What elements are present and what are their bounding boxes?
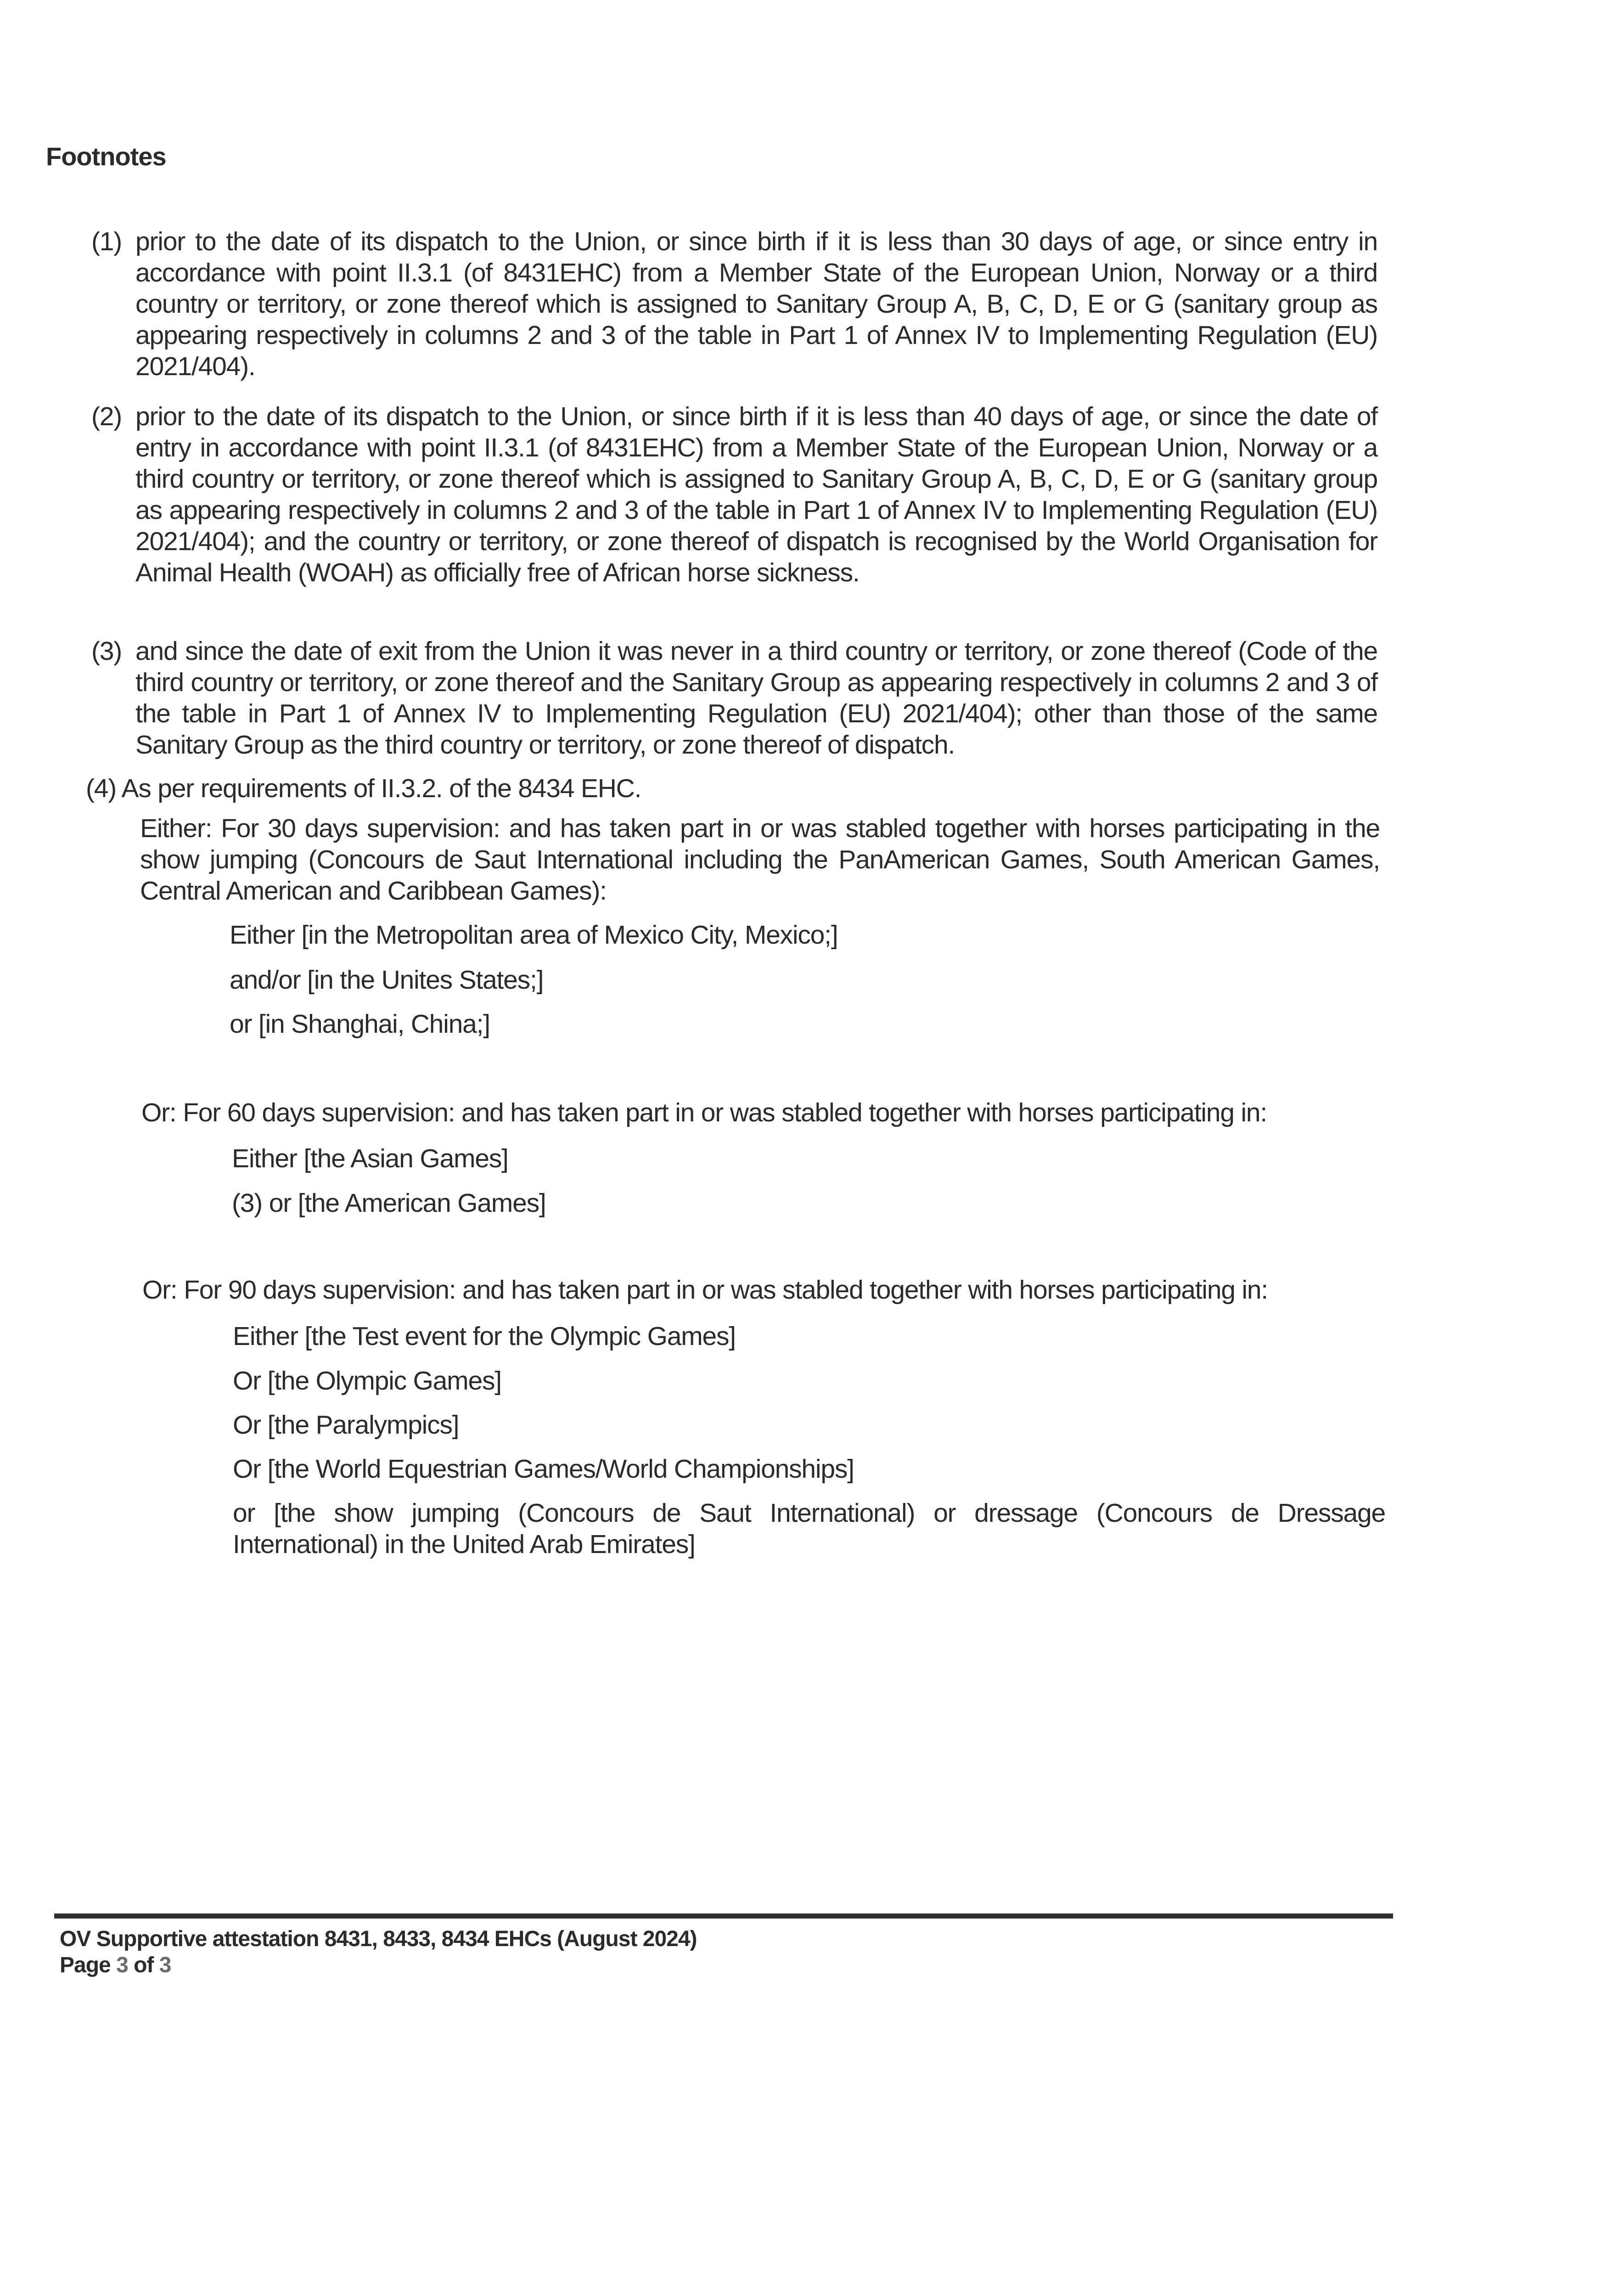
option-60-1: Either [the Asian Games] [232,1144,508,1173]
footnote-number: (1) [91,227,122,256]
footnote-4-title: (4) As per requirements of II.3.2. of the 8434 EHC. [86,774,641,803]
footnote-number: (3) [91,636,122,666]
option-60-2: (3) or [the American Games] [232,1188,546,1218]
footnotes-heading: Footnotes [46,142,166,171]
footer-title: OV Supportive attestation 8431, 8433, 8434 EHCs (August 2024) [60,1927,697,1951]
footnote-text: and since the date of exit from the Union it was never in a third country or territory, or zone thereof (Code of the third country or territory, or zone thereof and the Sanitary Group as appearing respectively in columns 2 and 3 of the table in Part 1 of Annex IV to Implementing Regulation (EU) 2021/404); other than those of the same Sanitary Group as the third country or territory, or zone thereof of dispatch. [135,636,1377,760]
footnote-4-or-90: Or: For 90 days supervision: and has taken part in or was stabled together with horses participating in: [142,1275,1268,1305]
option-90-3: Or [the Paralympics] [233,1410,459,1440]
page-of: of [128,1953,159,1977]
footnote-4-either-30: Either: For 30 days supervision: and has taken part in or was stabled together with horses participating in the show jumping (Concours de Saut International including the PanAmerican Games, South American Games, Central American and Caribbean Games): [140,814,1380,906]
page-current: 3 [116,1953,128,1977]
option-30-1: Either [in the Metropolitan area of Mexico City, Mexico;] [230,920,838,950]
option-90-5: or [the show jumping (Concours de Saut International) or dressage (Concours de Dressage International) in the United Arab Emirates] [233,1498,1385,1559]
page-prefix: Page [60,1953,117,1977]
option-90-4: Or [the World Equestrian Games/World Championships] [233,1454,854,1484]
footnote-number: (2) [91,402,122,431]
option-90-2: Or [the Olympic Games] [233,1366,501,1396]
page-number [60,1953,171,1978]
footnote-text: prior to the date of its dispatch to the Union, or since birth if it is less than 30 days of age, or since entry in accordance with point II.3.1 (of 8431EHC) from a Member State of the European Union, Norway or a third country or territory, or zone thereof which is assigned to Sanitary Group A, B, C, D, E or G (sanitary group as appearing respectively in columns 2 and 3 of the table in Part 1 of Annex IV to Implementing Regulation (EU) 2021/404). [135,227,1377,381]
footnote-2 [91,401,1377,588]
footer-divider [54,1913,1393,1919]
footnote-1 [91,226,1377,382]
option-90-1: Either [the Test event for the Olympic Games] [233,1322,736,1351]
footnote-text: prior to the date of its dispatch to the Union, or since birth if it is less than 40 days of age, or since the date of entry in accordance with point II.3.1 (of 8431EHC) from a Member State of the European Union, Norway or a third country or territory, or zone thereof which is assigned to Sanitary Group A, B, C, D, E or G (sanitary group as appearing respectively in columns 2 and 3 of the table in Part 1 of Annex IV to Implementing Regulation (EU) 2021/404); and the country or territory, or zone thereof of dispatch is recognised by the World Organisation for Animal Health (WOAH) as officially free of African horse sickness. [135,402,1377,587]
footnote-3 [91,636,1377,760]
option-30-2: and/or [in the Unites States;] [230,965,544,995]
page-total: 3 [159,1953,171,1977]
option-30-3: or [in Shanghai, China;] [230,1009,490,1039]
footnote-4-or-60: Or: For 60 days supervision: and has taken part in or was stabled together with horses participating in: [141,1098,1267,1127]
